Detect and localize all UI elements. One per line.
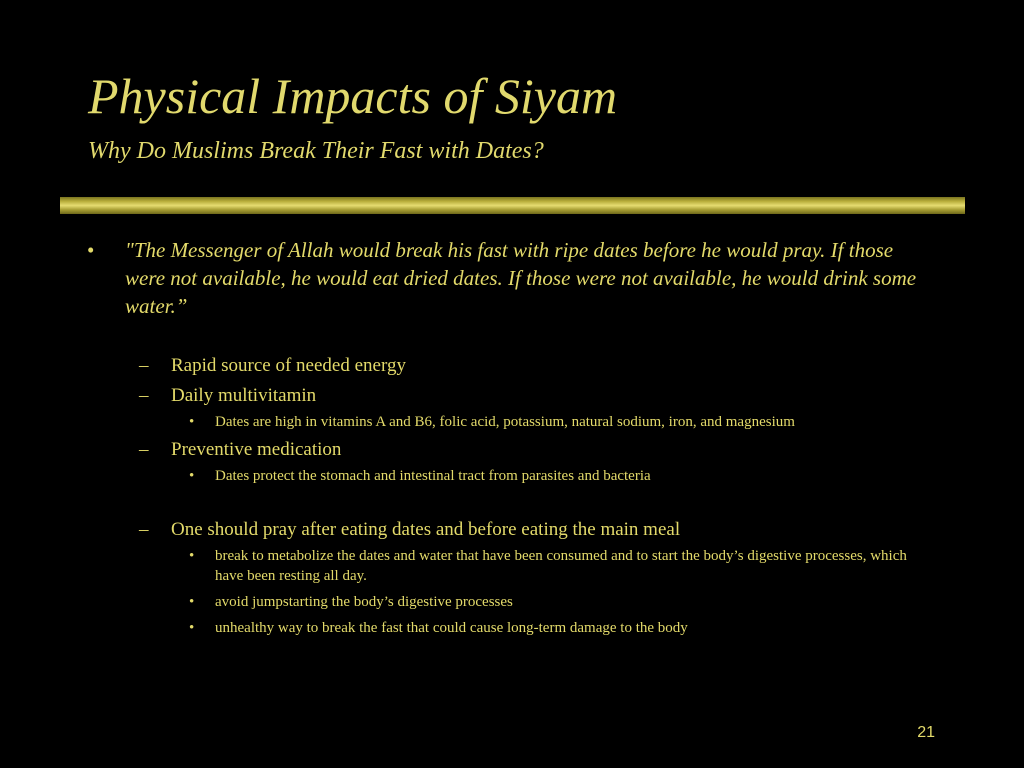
slide-content: [0, 236, 1024, 638]
subpoint-protect: [189, 466, 925, 486]
spacer: [0, 320, 1024, 354]
subpoint-text: break to metabolize the dates and water that have been consumed and to start the body’s digestive processes, which have been resting all day.: [215, 548, 907, 584]
main-bullet: [87, 236, 930, 320]
subpoint-text: avoid jumpstarting the body’s digestive processes: [215, 594, 513, 610]
bullet-icon: •: [189, 620, 195, 636]
point-energy: [139, 354, 1024, 378]
bullet-icon: •: [189, 594, 195, 610]
point-pray: [139, 518, 1024, 542]
spacer: [0, 486, 1024, 518]
subpoint-text: unhealthy way to break the fast that could cause long-term damage to the body: [215, 620, 688, 636]
subpoint-jumpstart: [189, 592, 925, 612]
bullet-icon: •: [87, 238, 95, 262]
dash-icon: –: [139, 385, 149, 406]
subpoint-unhealthy: [189, 618, 925, 638]
subpoint-metabolize: [189, 546, 925, 586]
subpoint-text: Dates are high in vitamins A and B6, folic acid, potassium, natural sodium, iron, and magnesium: [215, 414, 795, 430]
slide-subtitle: Why Do Muslims Break Their Fast with Dates?: [88, 138, 544, 164]
bullet-icon: •: [189, 414, 195, 430]
point-text: One should pray after eating dates and before eating the main meal: [171, 519, 681, 540]
dash-icon: –: [139, 519, 149, 540]
point-text: Daily multivitamin: [171, 385, 317, 406]
point-text: Rapid source of needed energy: [171, 355, 406, 376]
bullet-icon: •: [189, 548, 195, 564]
subpoint-vitamins: [189, 412, 925, 432]
bullet-icon: •: [189, 468, 195, 484]
point-text: Preventive medication: [171, 439, 342, 460]
page-number: 21: [917, 724, 935, 741]
subpoint-text: Dates protect the stomach and intestinal tract from parasites and bacteria: [215, 468, 651, 484]
slide-title: Physical Impacts of Siyam: [88, 68, 618, 124]
dash-icon: –: [139, 439, 149, 460]
point-preventive: [139, 438, 1024, 462]
main-bullet-text: "The Messenger of Allah would break his fast with ripe dates before he would pray. If those were not available, he would eat dried dates. If those were not available, he would drink some water.”: [125, 238, 917, 318]
point-multivitamin: [139, 384, 1024, 408]
title-divider: [60, 197, 965, 214]
dash-icon: –: [139, 355, 149, 376]
